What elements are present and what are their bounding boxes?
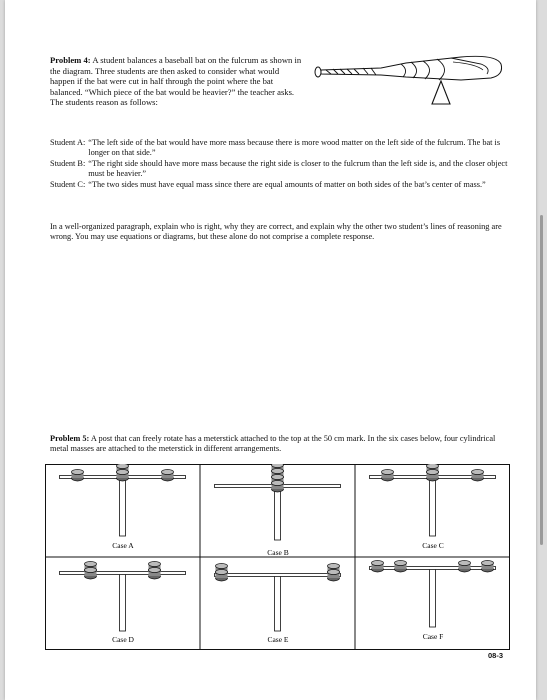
case-c-label: Case C [422,541,444,550]
case-d-label: Case D [112,635,134,644]
student-a-label: Student A: [50,138,86,147]
meterstick [60,572,186,575]
case-b-diagram [215,464,341,540]
case-e-diagram [215,564,341,632]
case-a-diagram [60,464,186,536]
bat-on-fulcrum-diagram [311,52,511,122]
fulcrum-triangle [432,81,450,104]
meterstick [370,567,496,570]
student-a-response [50,138,510,158]
student-b-text: “The right side should have more mass because the right side is closer to the fulcrum than the left side is, and the closer object must be heavier.” [88,159,508,178]
case-e-label: Case E [267,635,289,644]
problem-4-text: A student balances a baseball bat on the fulcrum as shown in the diagram. Three students are then asked to consider what would happen if the bat were cut in half through the point where the bat balanced. “Which piece of the bat would be heavier?” the teacher asks. The students reason as follows: [50,55,302,107]
problem-5-label: Problem 5: [50,434,90,443]
baseball-bat [315,56,502,80]
student-c-label: Student C: [50,180,86,189]
case-b-label: Case B [267,548,289,557]
case-c-diagram [370,464,496,536]
cases-grid [45,464,510,650]
case-f-diagram [370,561,496,628]
student-b-label: Student B: [50,159,86,168]
post [430,477,436,536]
student-a-text: “The left side of the bat would have more mass because there is more wood matter on the left side of the fulcrum. The bat is longer on that side.” [88,138,501,157]
scrollbar[interactable] [540,215,543,545]
post [120,477,126,536]
post [275,575,281,631]
case-f-label: Case F [422,632,444,641]
student-c-response [50,180,510,190]
case-a-label: Case A [112,541,134,550]
document-page [5,0,536,700]
problem-4-intro [50,55,305,108]
student-c-text: “The two sides must have equal mass since there are equal amounts of matter on both sides of the bat’s center of mass.” [88,180,486,189]
student-responses [50,138,510,191]
case-d-diagram [60,562,186,632]
meterstick [215,574,341,577]
problem-5-intro [50,434,515,454]
post [275,486,281,540]
problem-4-label: Problem 4: [50,55,91,65]
page-number: 08-3 [488,651,504,660]
student-b-response [50,159,510,179]
problem-4-instructions: In a well-organized paragraph, explain who is right, why they are correct, and explain why the other two student’s lines of reasoning are wrong. You may use equations or diagrams, but these alone do not comprise a complete response. [50,222,502,241]
problem-5-text: A post that can freely rotate has a meterstick attached to the top at the 50 cm mark. In the six cases below, four cylindrical metal masses are attached to the meterstick in different arrangements. [50,434,496,453]
post [430,568,436,627]
post [120,573,126,631]
